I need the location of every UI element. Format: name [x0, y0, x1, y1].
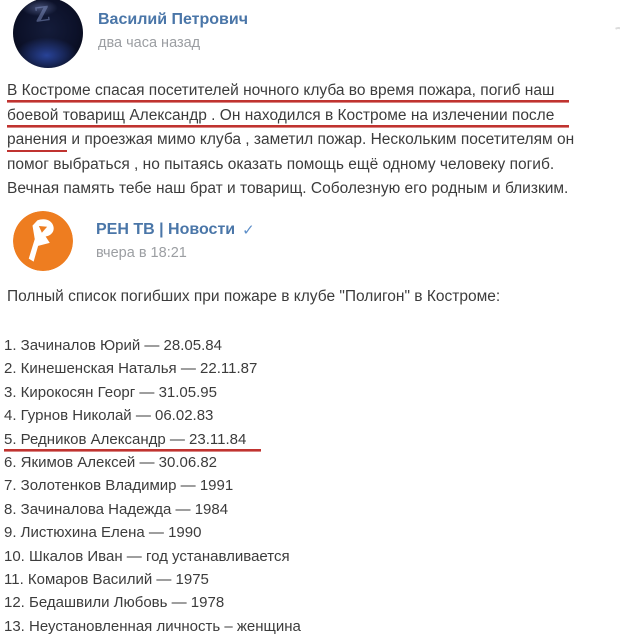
- victim-list-item: [4, 568, 620, 591]
- victim-list-item: [4, 498, 620, 521]
- victim-list-item: [4, 451, 620, 474]
- victim-list-item: [4, 474, 620, 497]
- user-avatar[interactable]: [13, 0, 83, 68]
- repost-header: [0, 211, 620, 271]
- post-text-line: [7, 104, 612, 129]
- victim-text: 12. Бедашвили Любовь — 1978: [4, 594, 225, 612]
- rentv-logo-icon: [13, 211, 73, 271]
- victim-list-item: [4, 428, 620, 451]
- repost-author-row: [96, 221, 255, 239]
- post-text-line: [7, 79, 612, 104]
- victim-text: 9. Листюхина Елена — 1990: [4, 524, 202, 542]
- repost-timestamp[interactable]: вчера в 18:21: [96, 244, 187, 261]
- underlined-text: В Костроме спасая посетителей ночного клуба во время пожара, погиб наш: [7, 82, 569, 103]
- underlined-text: боевой товарищ Александр . Он находился в Костроме на излечении после: [7, 107, 569, 128]
- victim-list-item: [4, 545, 620, 568]
- victim-text: 4. Гурнов Николай — 06.02.83: [4, 407, 214, 425]
- victim-list-item: [4, 381, 620, 404]
- victim-text: 7. Золотенков Владимир — 1991: [4, 477, 234, 495]
- post-header: [0, 0, 620, 68]
- post-header-meta: [98, 0, 248, 51]
- victims-list: [4, 334, 620, 638]
- avatar-photo-detail: Z: [33, 1, 52, 27]
- victim-text-underlined: 5. Редников Александр — 23.11.84: [4, 431, 261, 452]
- victim-text: 1. Зачиналов Юрий — 28.05.84: [4, 336, 222, 354]
- victim-list-item: [4, 615, 620, 638]
- post-text: [7, 79, 612, 202]
- corner-arc-icon: [609, 25, 620, 44]
- plain-text: Вечная память тебе наш брат и товарищ. Соболезную его родным и близким.: [7, 180, 569, 198]
- victim-list-item: [4, 334, 620, 357]
- repost-header-meta: [96, 211, 255, 261]
- victim-text: 8. Зачиналова Надежда — 1984: [4, 500, 229, 518]
- rentv-logo-avatar[interactable]: [13, 211, 73, 271]
- verified-check-icon: ✓: [242, 222, 255, 240]
- repost-intro-text: Полный список погибших при пожаре в клубе "Полигон" в Костроме:: [7, 287, 501, 305]
- embedded-repost: [0, 211, 620, 638]
- underlined-text: ранения: [7, 131, 67, 152]
- victim-text: 10. Шкалов Иван — год устанавливается: [4, 547, 290, 565]
- victim-text: 6. Якимов Алексей — 30.06.82: [4, 454, 218, 471]
- plain-text: и проезжая мимо клуба , заметил пожар. Нескольким посетителям он: [67, 131, 575, 149]
- victim-text: 13. Неустановленная личность – женщина: [4, 617, 301, 635]
- plain-text: помог выбраться , но пытаясь оказать помощь ещё одному человеку погиб.: [7, 155, 555, 173]
- victim-text: 3. Кирокосян Георг — 31.05.95: [4, 383, 217, 401]
- victim-list-item: [4, 404, 620, 427]
- repost-author-name-link[interactable]: РЕН ТВ | Новости: [96, 220, 236, 238]
- victim-text: 2. Кинешенская Наталья — 22.11.87: [4, 360, 258, 378]
- post-text-line: [7, 128, 612, 153]
- author-name-link[interactable]: Василий Петрович: [98, 11, 248, 28]
- victim-list-item: [4, 521, 620, 544]
- victim-list-item: [4, 591, 620, 614]
- victim-list-item: [4, 357, 620, 380]
- victim-text: 11. Комаров Василий — 1975: [4, 571, 209, 589]
- post-text-line: [7, 153, 612, 178]
- post-text-line: [7, 177, 612, 202]
- post-timestamp[interactable]: два часа назад: [98, 35, 201, 51]
